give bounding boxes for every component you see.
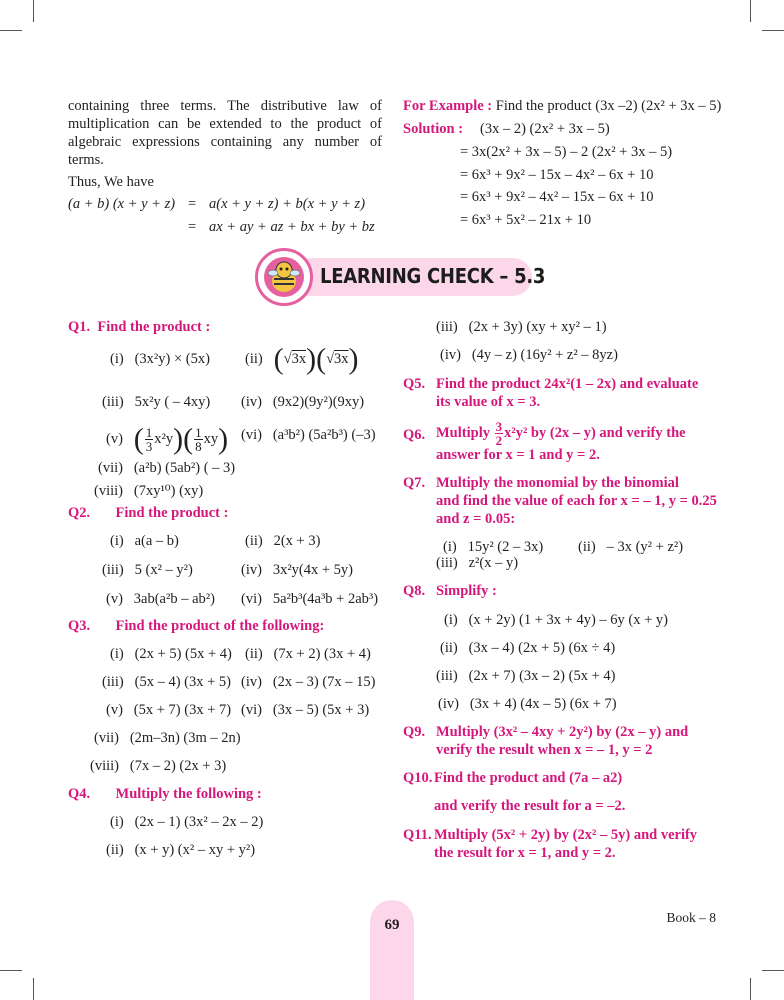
book-label: Book – 8 (666, 910, 716, 925)
q4-label: Q4. (68, 786, 91, 802)
q3-item (106, 701, 231, 719)
q1-heading (68, 318, 210, 336)
item-number: (i) (444, 612, 458, 628)
item-number: (iii) (436, 319, 458, 335)
paren-open: ( (316, 342, 327, 376)
q1-item-vi (241, 426, 376, 444)
q3-title: Find the product of the following: (115, 618, 325, 634)
q8-item (440, 639, 615, 657)
item-text: (4y – z) (16y² + z² – 8yz) (471, 347, 618, 363)
equals-sign: = (188, 219, 197, 235)
item-number: (vii) (98, 460, 123, 476)
q1-item-i (110, 350, 210, 368)
crop-mark (33, 0, 34, 22)
q8-label: Q8. (403, 583, 426, 599)
q2-title: Find the product : (115, 505, 229, 521)
item-text: (a³b²) (5a²b³) (–3) (272, 427, 376, 443)
item-number: (iv) (241, 394, 262, 410)
item-text: (2x + 7) (3x – 2) (5x + 4) (468, 668, 616, 684)
example-text: Find the product (3x –2) (2x² + 3x – 5) (495, 98, 722, 114)
q7-line1: Multiply the monomial by the binomial (436, 475, 679, 491)
item-text: 3ab(a²b – ab²) (133, 591, 215, 607)
item-number: (i) (110, 814, 124, 830)
q4-item (106, 841, 255, 859)
item-text: – 3x (y² + z²) (606, 539, 684, 555)
crop-mark (762, 970, 784, 971)
item-number: (iv) (440, 347, 461, 363)
sqrt-term: 3x (334, 351, 349, 367)
q6-post: x²y² by (2x – y) and verify the (504, 424, 686, 441)
item-number: (v) (106, 430, 123, 447)
item-text: 3x²y(4x + 5y) (272, 562, 353, 578)
q9-label: Q9. (403, 724, 426, 740)
q2-item (110, 532, 179, 550)
q3-item (241, 701, 369, 719)
page-number: 69 (384, 917, 400, 933)
item-number: (v) (106, 702, 123, 718)
q10-line1: Find the product and (7a – a2) (434, 770, 623, 786)
mascot-icon (255, 248, 313, 306)
crop-mark (0, 970, 22, 971)
q8-item (436, 667, 615, 685)
q11-line1: Multiply (5x² + 2y) by (2x² – 5y) and verify (434, 827, 698, 843)
item-number: (ii) (245, 533, 263, 549)
item-number: (vii) (94, 730, 119, 746)
paren-open: ( (133, 422, 144, 456)
item-number: (i) (110, 533, 124, 549)
q1-label: Q1. (68, 319, 91, 335)
q6-line1 (436, 420, 686, 447)
item-number: (viii) (94, 483, 123, 499)
item-text: 5x²y ( – 4xy) (134, 394, 211, 410)
q1-item-v (106, 422, 229, 456)
item-text: (3x²y) × (5x) (134, 351, 210, 367)
item-text: (2x – 3) (7x – 15) (272, 674, 376, 690)
q1-item-ii: (ii) (√3x)(√3x) (245, 342, 359, 376)
item-text: (2x – 1) (3x² – 2x – 2) (134, 814, 264, 830)
item-number: (ii) (578, 539, 596, 555)
example-label: For Example : (403, 98, 493, 114)
item-number: (iii) (102, 394, 124, 410)
item-text: (a²b) (5ab²) ( – 3) (133, 460, 236, 476)
q3-label: Q3. (68, 618, 91, 634)
item-number: (vi) (241, 702, 262, 718)
q5-line1: Find the product 24x²(1 – 2x) and evaluate (436, 376, 699, 392)
q1-item-viii (94, 482, 203, 500)
item-number: (iv) (241, 674, 262, 690)
q1-item-vii (98, 459, 235, 477)
item-text: 5a²b³(4a³b + 2ab³) (272, 591, 379, 607)
item-text: (x + y) (x² – xy + y²) (134, 842, 256, 858)
q10-label: Q10. (403, 770, 433, 786)
item-text: 15y² (2 – 3x) (467, 539, 544, 555)
distributive-rhs-2: ax + ay + az + bx + by + bz (209, 219, 375, 235)
q8-item (444, 611, 668, 629)
q7-item (578, 538, 683, 556)
q1-item-iii (102, 393, 210, 411)
q4-title: Multiply the following : (115, 786, 262, 802)
denominator: 2 (495, 433, 503, 448)
crop-mark (750, 978, 751, 1000)
item-number: (i) (110, 646, 124, 662)
q1-title: Find the product : (97, 319, 211, 335)
crop-mark (750, 0, 751, 22)
fraction (145, 426, 154, 453)
q1-item-iv (241, 393, 364, 411)
item-number: (ii) (245, 646, 263, 662)
page-number-tab (370, 900, 414, 1000)
q6-pre: Multiply (436, 424, 490, 441)
q2-heading (68, 504, 228, 522)
item-number: (ii) (440, 640, 458, 656)
numerator: 1 (145, 425, 153, 440)
item-text: (2x + 5) (5x + 4) (134, 646, 232, 662)
item-number: (iv) (438, 696, 459, 712)
item-text: a(a – b) (134, 533, 179, 549)
item-number: (i) (110, 351, 124, 367)
denominator: 3 (145, 439, 153, 454)
q2-item (106, 590, 215, 608)
item-number: (viii) (90, 758, 119, 774)
paren-close: ) (173, 422, 184, 456)
solution-line: = 6x³ + 9x² – 4x² – 15x – 6x + 10 (460, 189, 654, 205)
paren-open: ( (273, 342, 284, 376)
variable-term: x²y (154, 430, 174, 447)
item-number: (iii) (436, 668, 458, 684)
item-text: (7x + 2) (3x + 4) (273, 646, 371, 662)
sqrt-term: 3x (291, 351, 307, 367)
q10-line2: and verify the result for a = –2. (434, 798, 626, 814)
fraction (194, 426, 203, 453)
q4-heading (68, 785, 262, 803)
learning-check-title: LEARNING CHECK – 5.3 (320, 264, 546, 288)
q11-line2: the result for x = 1, and y = 2. (434, 845, 616, 861)
item-text: (9x2)(9y²)(9xy) (272, 394, 365, 410)
item-number: (v) (106, 591, 123, 607)
item-text: (7xy¹⁰) (xy) (133, 483, 204, 499)
item-text: 5 (x² – y²) (134, 562, 193, 578)
thus-text: Thus, We have (68, 174, 154, 190)
numerator: 1 (195, 425, 202, 440)
item-text: (x + 2y) (1 + 3x + 4y) – 6y (x + y) (468, 612, 668, 628)
q2-item (245, 532, 320, 550)
q5-line2: its value of x = 3. (436, 394, 541, 410)
q7-item (436, 554, 518, 572)
q5-label: Q5. (403, 376, 426, 392)
item-number: (ii) (245, 351, 263, 367)
item-text: (2x + 3y) (xy + xy² – 1) (468, 319, 607, 335)
q3-item (94, 729, 241, 747)
equals-sign: = (188, 196, 197, 212)
item-number: (iii) (436, 555, 458, 571)
item-number: (ii) (106, 842, 124, 858)
solution-line: (3x – 2) (2x² + 3x – 5) (480, 121, 610, 137)
solution-line: = 6x³ + 5x² – 21x + 10 (460, 212, 592, 228)
q9-line1: Multiply (3x² – 4xy + 2y²) by (2x – y) and (436, 724, 689, 740)
q7-label: Q7. (403, 475, 426, 491)
item-text: (5x + 7) (3x + 7) (133, 702, 232, 718)
denominator: 8 (195, 439, 202, 454)
q7-line2: and find the value of each for x = – 1, y = 0.25 (436, 493, 717, 509)
item-text: 2(x + 3) (273, 533, 321, 549)
crop-mark (0, 30, 22, 31)
q2-item (102, 561, 193, 579)
q3-item (110, 645, 232, 663)
fraction (495, 420, 504, 447)
item-number: (vi) (241, 427, 262, 443)
q6-label: Q6. (403, 427, 426, 443)
distributive-lhs: (a + b) (x + y + z) (68, 196, 176, 212)
q4-item (436, 318, 607, 336)
q3-item (241, 673, 376, 691)
numerator: 3 (495, 419, 503, 434)
crop-mark (33, 978, 34, 1000)
item-text: (3x + 4) (4x – 5) (6x + 7) (469, 696, 617, 712)
paren-close: ) (306, 342, 317, 376)
variable-term: xy (203, 430, 219, 447)
q8-heading (403, 582, 497, 600)
q2-item (241, 561, 353, 579)
item-text: z²(x – y) (468, 555, 519, 571)
q8-title: Simplify : (436, 583, 497, 599)
item-number: (vi) (241, 591, 262, 607)
item-text: (2m–3n) (3m – 2n) (129, 730, 241, 746)
paren-close: ) (218, 422, 229, 456)
q6-line2: answer for x = 1 and y = 2. (436, 447, 600, 463)
item-number: (iii) (102, 674, 124, 690)
item-text: (7x – 2) (2x + 3) (129, 758, 227, 774)
q11-label: Q11. (403, 827, 432, 843)
paren-open: ( (183, 422, 194, 456)
q3-item (245, 645, 371, 663)
item-text: (5x – 4) (3x + 5) (134, 674, 231, 690)
paren-close: ) (348, 342, 359, 376)
q4-item (440, 346, 618, 364)
q4-item (110, 813, 263, 831)
item-text: (3x – 5) (5x + 3) (272, 702, 370, 718)
solution-line: = 3x(2x² + 3x – 5) – 2 (2x² + 3x – 5) (460, 144, 673, 160)
solution-label: Solution : (403, 121, 464, 137)
item-number: (iv) (241, 562, 262, 578)
distributive-rhs-1: a(x + y + z) + b(x + y + z) (209, 196, 366, 212)
intro-paragraph: containing three terms. The distributive law of multiplication can be extended to the product of algebraic expressions containing any number of terms. (68, 98, 382, 168)
q9-line2: verify the result when x = – 1, y = 2 (436, 742, 653, 758)
q3-heading (68, 617, 324, 635)
q8-item (438, 695, 617, 713)
example-line (403, 97, 721, 115)
q3-item (102, 673, 231, 691)
solution-line: = 6x³ + 9x² – 15x – 4x² – 6x + 10 (460, 167, 654, 183)
item-number: (iii) (102, 562, 124, 578)
q2-item (241, 590, 378, 608)
item-number: (i) (443, 539, 457, 555)
q2-label: Q2. (68, 505, 91, 521)
crop-mark (762, 30, 784, 31)
q3-item (90, 757, 226, 775)
q7-line3: and z = 0.05: (436, 511, 516, 527)
item-text: (3x – 4) (2x + 5) (6x ÷ 4) (468, 640, 616, 656)
